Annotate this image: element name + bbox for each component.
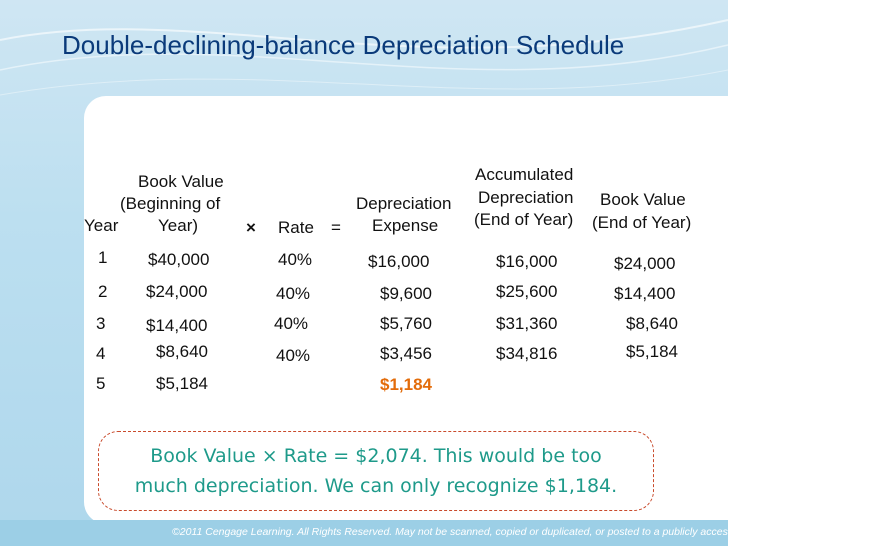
table-cell-bv-begin: $5,184: [156, 374, 208, 393]
table-cell-dep: $9,600: [380, 284, 432, 303]
table-cell-year: 4: [96, 344, 106, 363]
header-bv-begin-2: (Beginning of: [120, 194, 221, 213]
table-cell-acc: $25,600: [496, 282, 558, 301]
header-year: Year: [84, 216, 119, 235]
table-cell-dep: $16,000: [368, 252, 430, 271]
copyright-text: ©2011 Cengage Learning. All Rights Reserved. May not be scanned, copied or duplicated, or posted to a publicly accessible website, in whole or in part.: [172, 526, 880, 538]
table-cell-year: 1: [98, 248, 108, 267]
table-cell-dep-highlight: $1,184: [380, 375, 432, 394]
table-cell-bv-begin: $8,640: [156, 342, 208, 361]
table-cell-acc: $31,360: [496, 314, 558, 333]
table-cell-bv-end: $5,184: [626, 342, 678, 361]
header-acc-3: (End of Year): [474, 210, 574, 229]
header-dep-1: Depreciation: [356, 194, 452, 213]
header-equals: =: [331, 218, 341, 237]
table-cell-bv-end: $14,400: [614, 284, 676, 303]
header-bv-end-1: Book Value: [600, 190, 686, 209]
table-cell-dep: $5,760: [380, 314, 432, 333]
callout-line-1: Book Value × Rate = $2,074. This would be too: [150, 445, 602, 467]
header-acc-2: Depreciation: [478, 188, 574, 207]
callout-line-2: much depreciation. We can only recognize $1,184.: [134, 475, 618, 497]
header-acc-1: Accumulated: [475, 165, 574, 184]
header-bv-end-2: (End of Year): [592, 213, 692, 232]
table-cell-bv-end: $24,000: [614, 254, 676, 273]
table-cell-bv-begin: $40,000: [148, 250, 210, 269]
table-cell-bv-end: $8,640: [626, 314, 678, 333]
table-cell-rate: 40%: [276, 346, 311, 365]
slide-title: Double-declining-balance Depreciation Schedule: [62, 30, 625, 60]
table-cell-rate: 40%: [274, 314, 309, 333]
table-cell-rate: 40%: [276, 284, 311, 303]
table-cell-dep: $3,456: [380, 344, 432, 363]
table-cell-year: 3: [96, 314, 106, 333]
header-times: ×: [246, 218, 256, 237]
header-bv-begin-1: Book Value: [138, 172, 224, 191]
table-cell-bv-begin: $14,400: [146, 316, 208, 335]
header-rate: Rate: [278, 218, 314, 237]
table-cell-acc: $34,816: [496, 344, 558, 363]
table-cell-bv-begin: $24,000: [146, 282, 208, 301]
table-cell-year: 2: [98, 282, 108, 301]
table-cell-rate: 40%: [278, 250, 313, 269]
table-cell-acc: $16,000: [496, 252, 558, 271]
header-dep-2: Expense: [372, 216, 439, 235]
callout-note: [98, 431, 654, 511]
table-cell-year: 5: [96, 374, 106, 393]
header-bv-begin-3: Year): [158, 216, 199, 235]
